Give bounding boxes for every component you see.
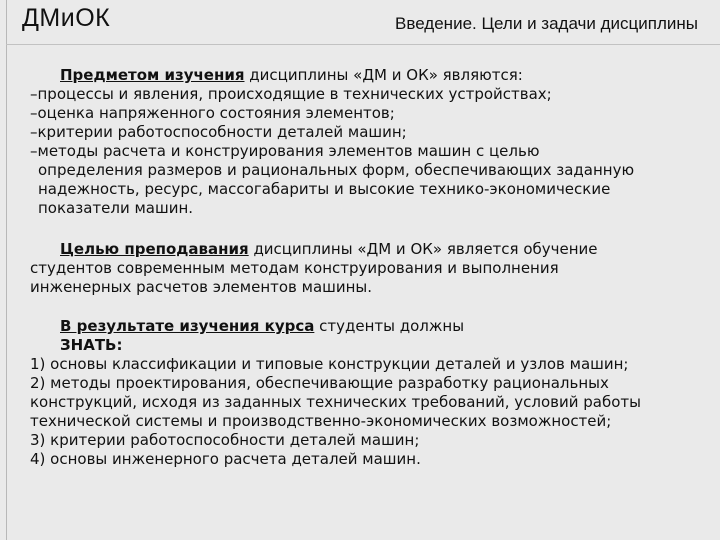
goal-line: инженерных расчетов элементов машины. (30, 278, 373, 296)
result-item: 2) методы проектирования, обеспечивающие разработку рациональных (30, 374, 609, 392)
result-lead-text: студенты должны (314, 317, 465, 335)
goal-paragraph (30, 240, 694, 297)
left-border-rule (6, 0, 7, 540)
goal-line: студентов современным методам конструирования и выполнения (30, 259, 559, 277)
result-lead-emphasis: В результате изучения курса (60, 317, 315, 335)
subject-paragraph (30, 66, 694, 218)
slide-title: Введение. Цели и задачи дисциплины (395, 14, 698, 33)
slide-header (0, 0, 720, 50)
subject-line: –процессы и явления, происходящие в технических устройствах; (30, 85, 552, 103)
subject-line: –оценка напряженного состояния элементов; (30, 104, 395, 122)
course-abbreviation: ДМиОК (22, 4, 111, 32)
subject-line: показатели машин. (38, 199, 194, 217)
result-item: технической системы и производственно-экономических возможностей; (30, 412, 612, 430)
result-item: 3) критерии работоспособности деталей машин; (30, 431, 420, 449)
result-paragraph (30, 317, 694, 469)
subject-line: –критерии работоспособности деталей машин; (30, 123, 407, 141)
result-item: 4) основы инженерного расчета деталей машин. (30, 450, 421, 468)
subject-lead-line (30, 66, 694, 85)
goal-lead-text: дисциплины «ДМ и ОК» является обучение (248, 240, 598, 258)
result-item: 1) основы классификации и типовые конструкции деталей и узлов машин; (30, 355, 629, 373)
know-label: ЗНАТЬ: (60, 336, 123, 354)
subject-line: определения размеров и рациональных форм, обеспечивающих заданную (38, 161, 635, 179)
goal-lead-line (30, 240, 694, 259)
subject-lead-text: дисциплины «ДМ и ОК» являются: (244, 66, 523, 84)
subject-line: –методы расчета и конструирования элементов машин с целью (30, 142, 540, 160)
goal-lead-emphasis: Целью преподавания (60, 240, 249, 258)
subject-lead-emphasis: Предметом изучения (60, 66, 245, 84)
subject-line: надежность, ресурс, массогабариты и высокие технико-экономические (38, 180, 611, 198)
result-item: конструкций, исходя из заданных технических требований, условий работы (30, 393, 641, 411)
result-lead-line (30, 317, 694, 336)
